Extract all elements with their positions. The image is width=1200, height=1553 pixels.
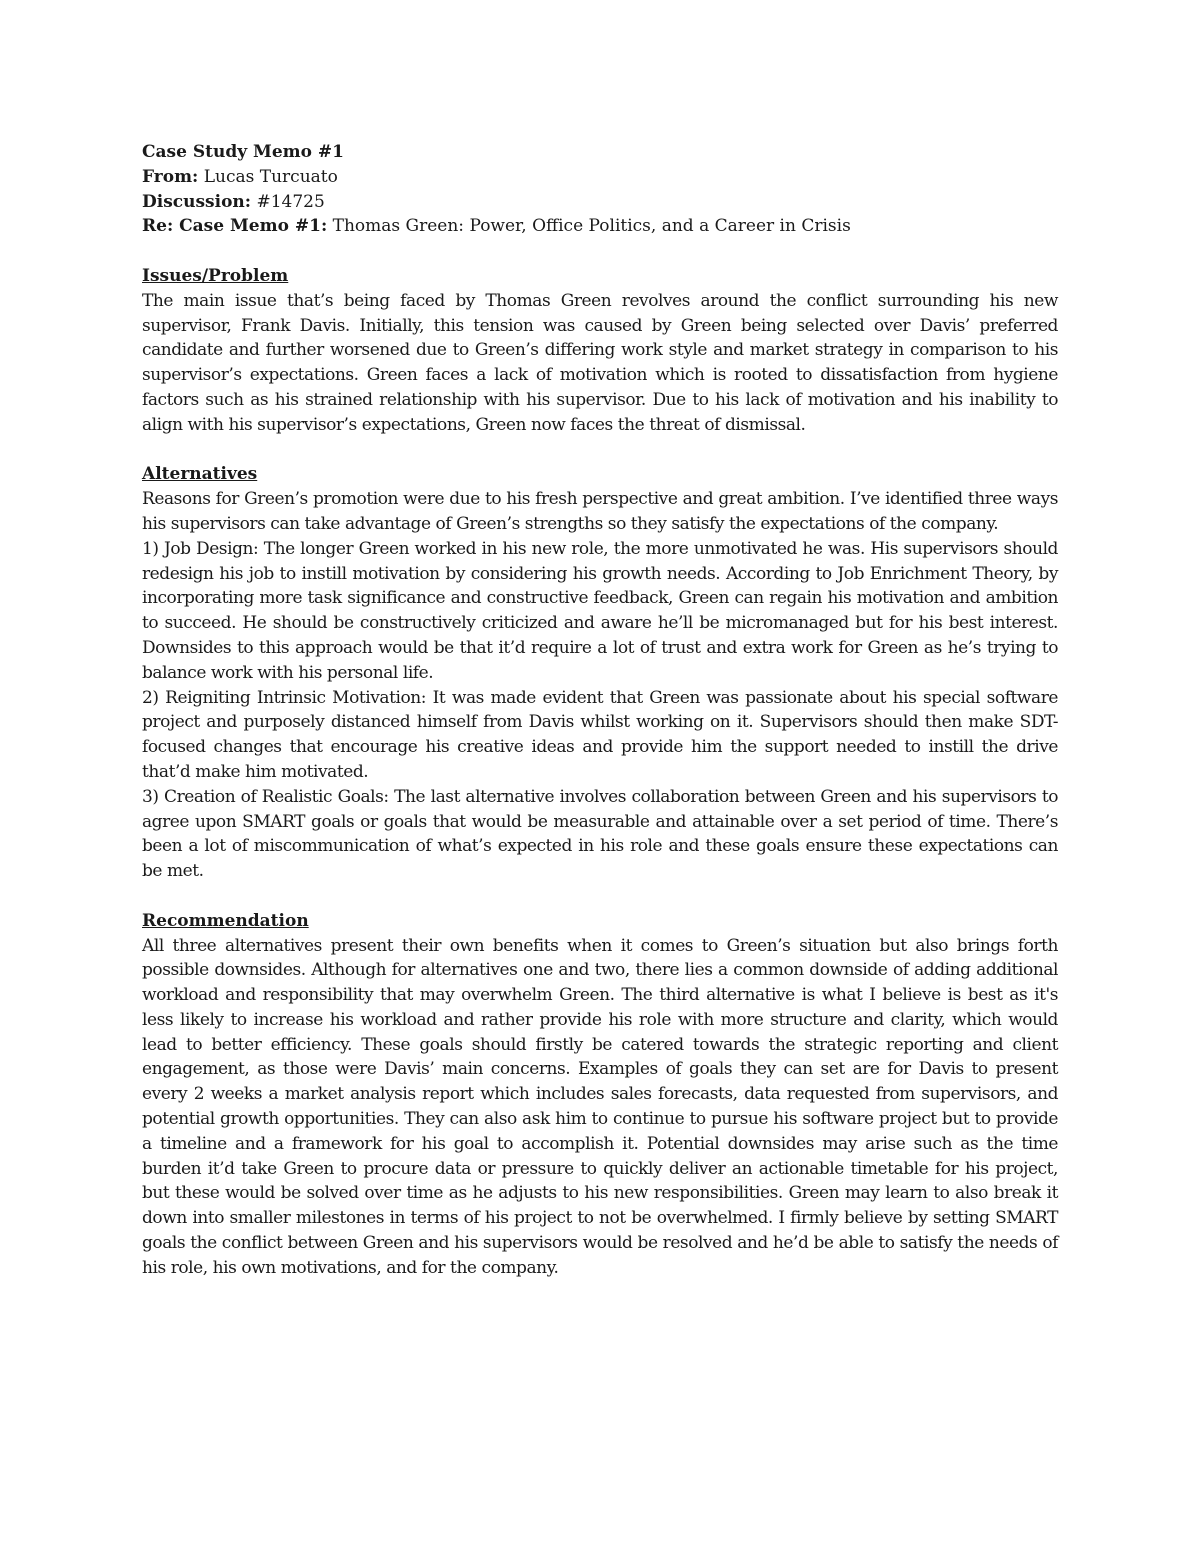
re-value: Thomas Green: Power, Office Politics, and a Career in Crisis xyxy=(332,216,851,237)
alternative-item-2: 2) Reigniting Intrinsic Motivation: It was made evident that Green was passionate about his special software project and purposely distanced himself from Davis whilst working on it. Supervisors should then make SDT-focused changes that encourage his creative ideas and provide him the support needed to instill the drive that’d make him motivated. xyxy=(142,687,1058,782)
issues-section xyxy=(142,264,1058,438)
recommendation-section xyxy=(142,909,1058,1281)
alternatives-heading: Alternatives xyxy=(142,464,258,485)
discussion-value: #14725 xyxy=(256,191,325,212)
recommendation-paragraph: All three alternatives present their own benefits when it comes to Green’s situation but also brings forth possible downsides. Although for alternatives one and two, there lies a common downside of adding additional workload and responsibility that may overwhelm Green. The third alternative is what I believe is best as it's less likely to increase his workload and rather provide his role with more structure and clarity, which would lead to better efficiency. These goals should firstly be catered towards the strategic reporting and client engagement, as those were Davis’ main concerns. Examples of goals they can set are for Davis to present every 2 weeks a market analysis report which includes sales forecasts, data requested from supervisors, and potential growth opportunities. They can also ask him to continue to pursue his software project but to provide a timeline and a framework for his goal to accomplish it. Potential downsides may arise such as the time burden it’d take Green to procure data or pressure to quickly deliver an actionable timetable for his project, but these would be solved over time as he adjusts to his new responsibilities. Green may learn to also break it down into smaller milestones in terms of his project to not be overwhelmed. I firmly believe by setting SMART goals the conflict between Green and his supervisors would be resolved and he’d be able to satisfy the needs of his role, his own motivations, and for the company. xyxy=(142,935,1058,1278)
from-value: Lucas Turcuato xyxy=(203,166,338,187)
recommendation-heading: Recommendation xyxy=(142,910,309,931)
discussion-line xyxy=(142,190,1058,215)
from-label: From: xyxy=(142,166,199,187)
discussion-label: Discussion: xyxy=(142,191,252,212)
re-line xyxy=(142,214,1058,239)
memo-title: Case Study Memo #1 xyxy=(142,142,344,162)
alternative-item-3: 3) Creation of Realistic Goals: The last alternative involves collaboration between Green and his supervisors to agree upon SMART goals or goals that would be measurable and attainable over a set period of time. There’s been a lot of miscommunication of what’s expected in his role and these goals ensure these expectations can be met. xyxy=(142,786,1058,882)
issues-paragraph: The main issue that’s being faced by Thomas Green revolves around the conflict surrounding his new supervisor, Frank Davis. Initially, this tension was caused by Green being selected over Davis’ preferred candidate and further worsened due to Green’s differing work style and market strategy in comparison to his supervisor’s expectations. Green faces a lack of motivation which is rooted to dissatisfaction from hygiene factors such as his strained relationship with his supervisor. Due to his lack of motivation and his inability to align with his supervisor’s expectations, Green now faces the threat of dismissal. xyxy=(142,290,1058,435)
memo-document xyxy=(142,140,1058,1281)
from-line xyxy=(142,165,1058,190)
re-label: Re: Case Memo #1: xyxy=(142,216,328,237)
issues-heading: Issues/Problem xyxy=(142,265,289,286)
alternatives-section xyxy=(142,462,1058,884)
memo-header xyxy=(142,140,1058,239)
alternatives-intro: Reasons for Green’s promotion were due to his fresh perspective and great ambition. I’ve identified three ways his supervisors can take advantage of Green’s strengths so they satisfy the expectations of the company. xyxy=(142,489,1058,534)
alternative-item-1: 1) Job Design: The longer Green worked in his new role, the more unmotivated he was. His supervisors should redesign his job to instill motivation by considering his growth needs. According to Job Enrichment Theory, by incorporating more task significance and constructive feedback, Green can regain his motivation and ambition to succeed. He should be constructively criticized and aware he’ll be micromanaged but for his best interest. Downsides to this approach would be that it’d require a lot of trust and extra work for Green as he’s trying to balance work with his personal life. xyxy=(142,538,1058,683)
